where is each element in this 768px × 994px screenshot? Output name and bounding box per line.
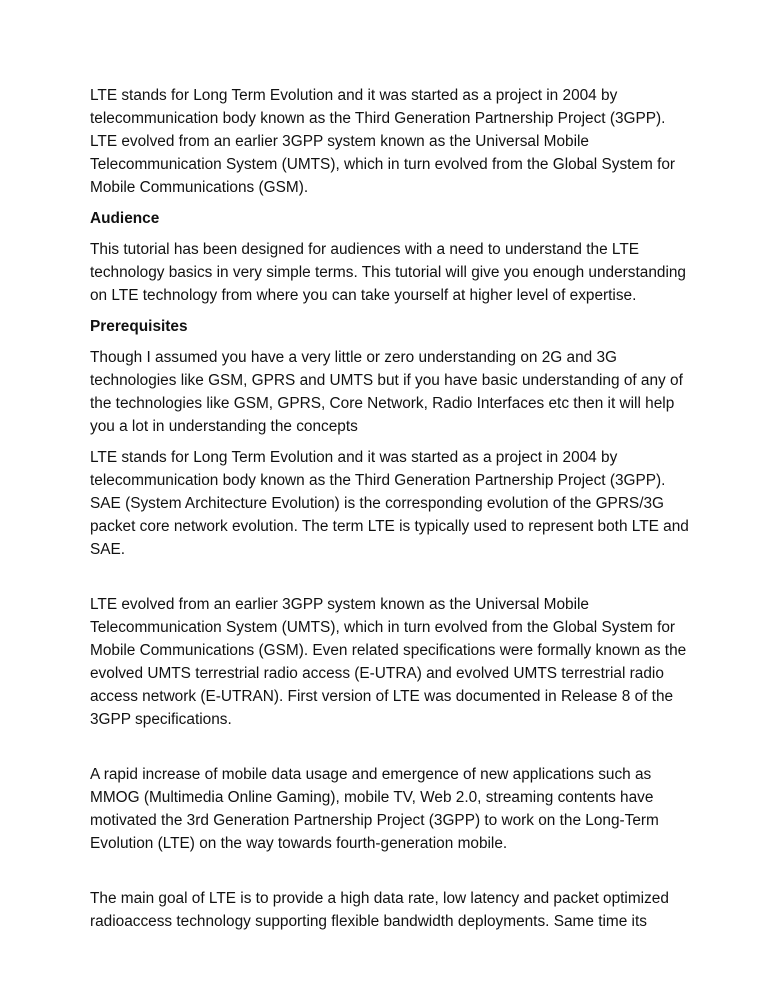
umts-paragraph: LTE evolved from an earlier 3GPP system known as the Universal Mobile Telecommunication System (UMTS), which in turn evolved from the Global System for Mobile Communications (GSM). Even related specifications were formally known as the evolved UMTS terrestrial radio access (E-UTRA) and evolved UMTS terrestrial radio access network (E-UTRAN). First version of LTE was documented in Release 8 of the 3GPP specifications. — [90, 596, 687, 728]
prerequisites-heading: Prerequisites — [90, 318, 188, 335]
intro-paragraph: LTE stands for Long Term Evolution and it was started as a project in 2004 by telecommunication body known as the Third Generation Partnership Project (3GPP). LTE evolved from an earlier 3GPP system known as the Universal Mobile Telecommunication System (UMTS), which in turn evolved from the Global System for Mobile Communications (GSM). — [90, 87, 676, 196]
document-page — [90, 84, 690, 933]
audience-paragraph: This tutorial has been designed for audiences with a need to understand the LTE technology basics in very simple terms. This tutorial will give you enough understanding on LTE technology from where you can take yourself at higher level of expertise. — [90, 241, 686, 304]
sae-paragraph: LTE stands for Long Term Evolution and it was started as a project in 2004 by telecommunication body known as the Third Generation Partnership Project (3GPP). SAE (System Architecture Evolution) is the corresponding evolution of the GPRS/3G packet core network evolution. The term LTE is typically used to represent both LTE and SAE. — [90, 449, 689, 558]
lte-goal-paragraph: The main goal of LTE is to provide a high data rate, low latency and packet optimized radioaccess technology supporting flexible bandwidth deployments. Same time its — [90, 890, 669, 930]
audience-heading: Audience — [90, 210, 160, 227]
prerequisites-paragraph: Though I assumed you have a very little or zero understanding on 2G and 3G technologies like GSM, GPRS and UMTS but if you have basic understanding of any of the technologies like GSM, GPRS, Core Network, Radio Interfaces etc then it will help you a lot in understanding the concepts — [90, 349, 683, 435]
mobile-data-paragraph: A rapid increase of mobile data usage and emergence of new applications such as MMOG (Multimedia Online Gaming), mobile TV, Web 2.0, streaming contents have motivated the 3rd Generation Partnership Project (3GPP) to work on the Long-Term Evolution (LTE) on the way towards fourth-generation mobile. — [90, 766, 659, 852]
